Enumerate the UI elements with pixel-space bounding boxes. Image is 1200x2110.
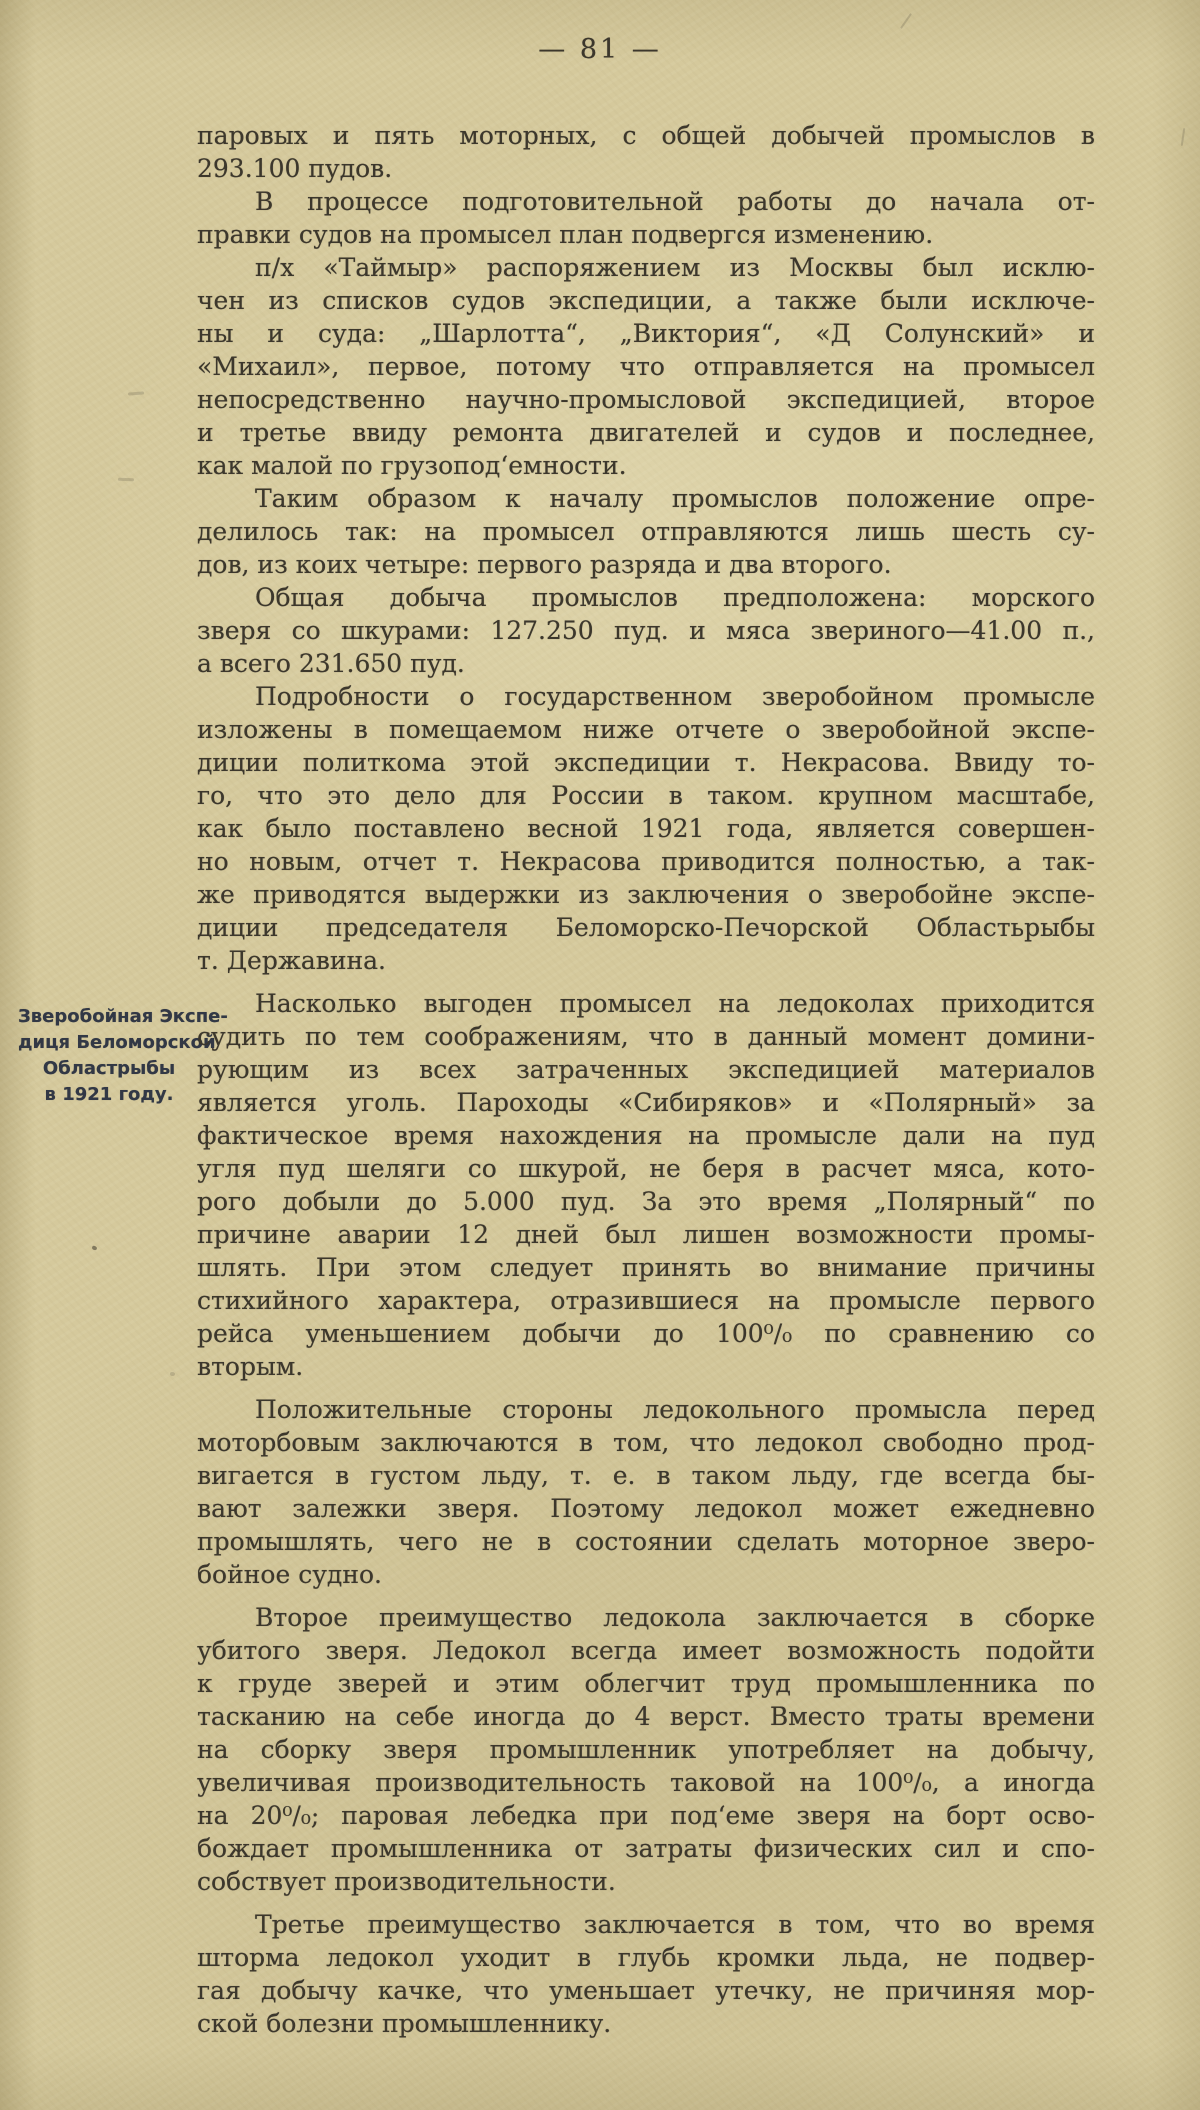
margin-note-line: в 1921 году. [44, 1084, 174, 1105]
paper-mark [91, 1245, 97, 1250]
text-line: как было поставлено весной 1921 года, является совершен- [197, 814, 1095, 843]
text-line: правки судов на промысел план подвергся изменению. [197, 220, 934, 249]
text-line: собствует производительности. [197, 1867, 616, 1896]
text-line: угля пуд шеляги со шкурой, не беря в расчет мяса, кото- [197, 1154, 1095, 1183]
text-line: зверя со шкурами: 127.250 пуд. и мяса звериного—41.00 п., [197, 616, 1095, 645]
text-line: а всего 231.650 пуд. [197, 649, 465, 678]
text-line: но новым, отчет т. Некрасова приводится полностью, а так- [197, 847, 1095, 876]
text-line: шторма ледокол уходит в глубь кромки льда, не подвер- [197, 1943, 1095, 1972]
margin-note [18, 1004, 228, 1108]
text-line: судить по тем соображениям, что в данный момент домини- [197, 1022, 1095, 1051]
text-line: гая добычу качке, что уменьшает утечку, не причиняя мор- [197, 1976, 1095, 2005]
text-line: паровых и пять моторных, с общей добычей промыслов в [197, 121, 1095, 150]
text-line: дов, из коих четыре: первого разряда и два второго. [197, 550, 892, 579]
text-line: рующим из всех затраченных экспедицией материалов [197, 1055, 1095, 1084]
margin-note-line: Областрыбы [42, 1058, 176, 1079]
text-line: убитого зверя. Ледокол всегда имеет возможность подойти [197, 1636, 1095, 1665]
text-line: причине аварии 12 дней был лишен возможности промы- [197, 1220, 1095, 1249]
text-line: фактическое время нахождения на промысле дали на пуд [197, 1121, 1095, 1150]
paragraph [197, 1908, 1095, 2040]
paper-mark [1181, 128, 1185, 146]
paragraph [197, 987, 1095, 1383]
paper-mark [900, 13, 912, 29]
margin-note-line: диця Беломорской [18, 1032, 216, 1053]
text-line: п/х «Таймыр» распоряжением из Москвы был исклю- [255, 253, 1095, 282]
text-line: Второе преимущество ледокола заключается в сборке [255, 1603, 1095, 1632]
paragraph [197, 1601, 1095, 1898]
text-line: увеличивая производительность таковой на 100⁰/₀, а иногда [197, 1768, 1095, 1797]
text-line: же приводятся выдержки из заключения о зверобойне экспе- [197, 880, 1095, 909]
text-line: тасканию на себе иногда до 4 верст. Вместо траты времени [197, 1702, 1095, 1731]
text-line: шлять. При этом следует принять во внимание причины [197, 1253, 1095, 1282]
text-line: рейса уменьшением добычи до 100⁰/₀ по сравнению со [197, 1319, 1095, 1348]
text-line: 293.100 пудов. [197, 154, 393, 183]
text-line: т. Державина. [197, 946, 387, 975]
text-line: ны и суда: „Шарлотта“, „Виктория“, «Д Солунский» и [197, 319, 1095, 348]
margin-note-line: Зверобойная Экспе- [18, 1006, 228, 1027]
paragraph [197, 1393, 1095, 1591]
text-line: на 20⁰/₀; паровая лебедка при под‘еме зверя на борт осво- [197, 1801, 1095, 1830]
text-line: ской болезни промышленнику. [197, 2009, 612, 2038]
text-line: Таким образом к началу промыслов положение опре- [255, 484, 1095, 513]
text-line: В процессе подготовительной работы до начала от- [255, 187, 1095, 216]
text-line: Положительные стороны ледокольного промысла перед [255, 1395, 1095, 1424]
body-text-block [197, 119, 1095, 2040]
text-line: Насколько выгоден промысел на ледоколах приходится [255, 989, 1095, 1018]
text-line: на сборку зверя промышленник употребляет на добычу, [197, 1735, 1095, 1764]
text-line: изложены в помещаемом ниже отчете о зверобойной экспе- [197, 715, 1095, 744]
text-line: бождает промышленника от затраты физических сил и спо- [197, 1834, 1095, 1863]
text-line: диции председателя Беломорско-Печорской Областьрыбы [197, 913, 1095, 942]
text-line: Общая добыча промыслов предположена: морского [255, 583, 1095, 612]
text-line: бойное судно. [197, 1560, 382, 1589]
paragraph [197, 119, 1095, 185]
text-line: моторбовым заключаются в том, что ледокол свободно прод- [197, 1428, 1095, 1457]
text-line: вторым. [197, 1352, 304, 1381]
paper-mark [128, 391, 144, 395]
text-line: к груде зверей и этим облегчит труд промышленника по [197, 1669, 1095, 1698]
text-line: чен из списков судов экспедиции, а также были исключе- [197, 286, 1095, 315]
text-line: является уголь. Пароходы «Сибиряков» и «Полярный» за [197, 1088, 1095, 1117]
paragraph [197, 251, 1095, 482]
text-line: непосредственно научно-промысловой экспедицией, второе [197, 385, 1095, 414]
page-number: — 81 — [538, 34, 662, 65]
text-line: делилось так: на промысел отправляются лишь шесть су- [197, 517, 1095, 546]
text-line: и третье ввиду ремонта двигателей и судов и последнее, [197, 418, 1095, 447]
paper-mark [170, 1372, 175, 1376]
text-line: Подробности о государственном зверобойном промысле [255, 682, 1095, 711]
text-line: промышлять, чего не в состоянии сделать моторное зверо- [197, 1527, 1095, 1556]
text-line: как малой по грузопод‘емности. [197, 451, 627, 480]
text-line: диции политкома этой экспедиции т. Некрасова. Ввиду то- [197, 748, 1095, 777]
text-line: рого добыли до 5.000 пуд. За это время „Полярный“ по [197, 1187, 1095, 1216]
text-line: вают залежки зверя. Поэтому ледокол может ежедневно [197, 1494, 1095, 1523]
text-line: стихийного характера, отразившиеся на промысле первого [197, 1286, 1095, 1315]
text-line: «Михаил», первое, потому что отправляется на промысел [197, 352, 1095, 381]
paragraph [197, 680, 1095, 977]
text-line: го, что это дело для России в таком. крупном масштабе, [197, 781, 1095, 810]
text-line: вигается в густом льду, т. е. в таком льду, где всегда бы- [197, 1461, 1095, 1490]
paragraph [197, 581, 1095, 680]
paragraph [197, 185, 1095, 251]
text-line: Третье преимущество заключается в том, что во время [255, 1910, 1095, 1939]
paragraph [197, 482, 1095, 581]
paper-mark [118, 478, 134, 482]
